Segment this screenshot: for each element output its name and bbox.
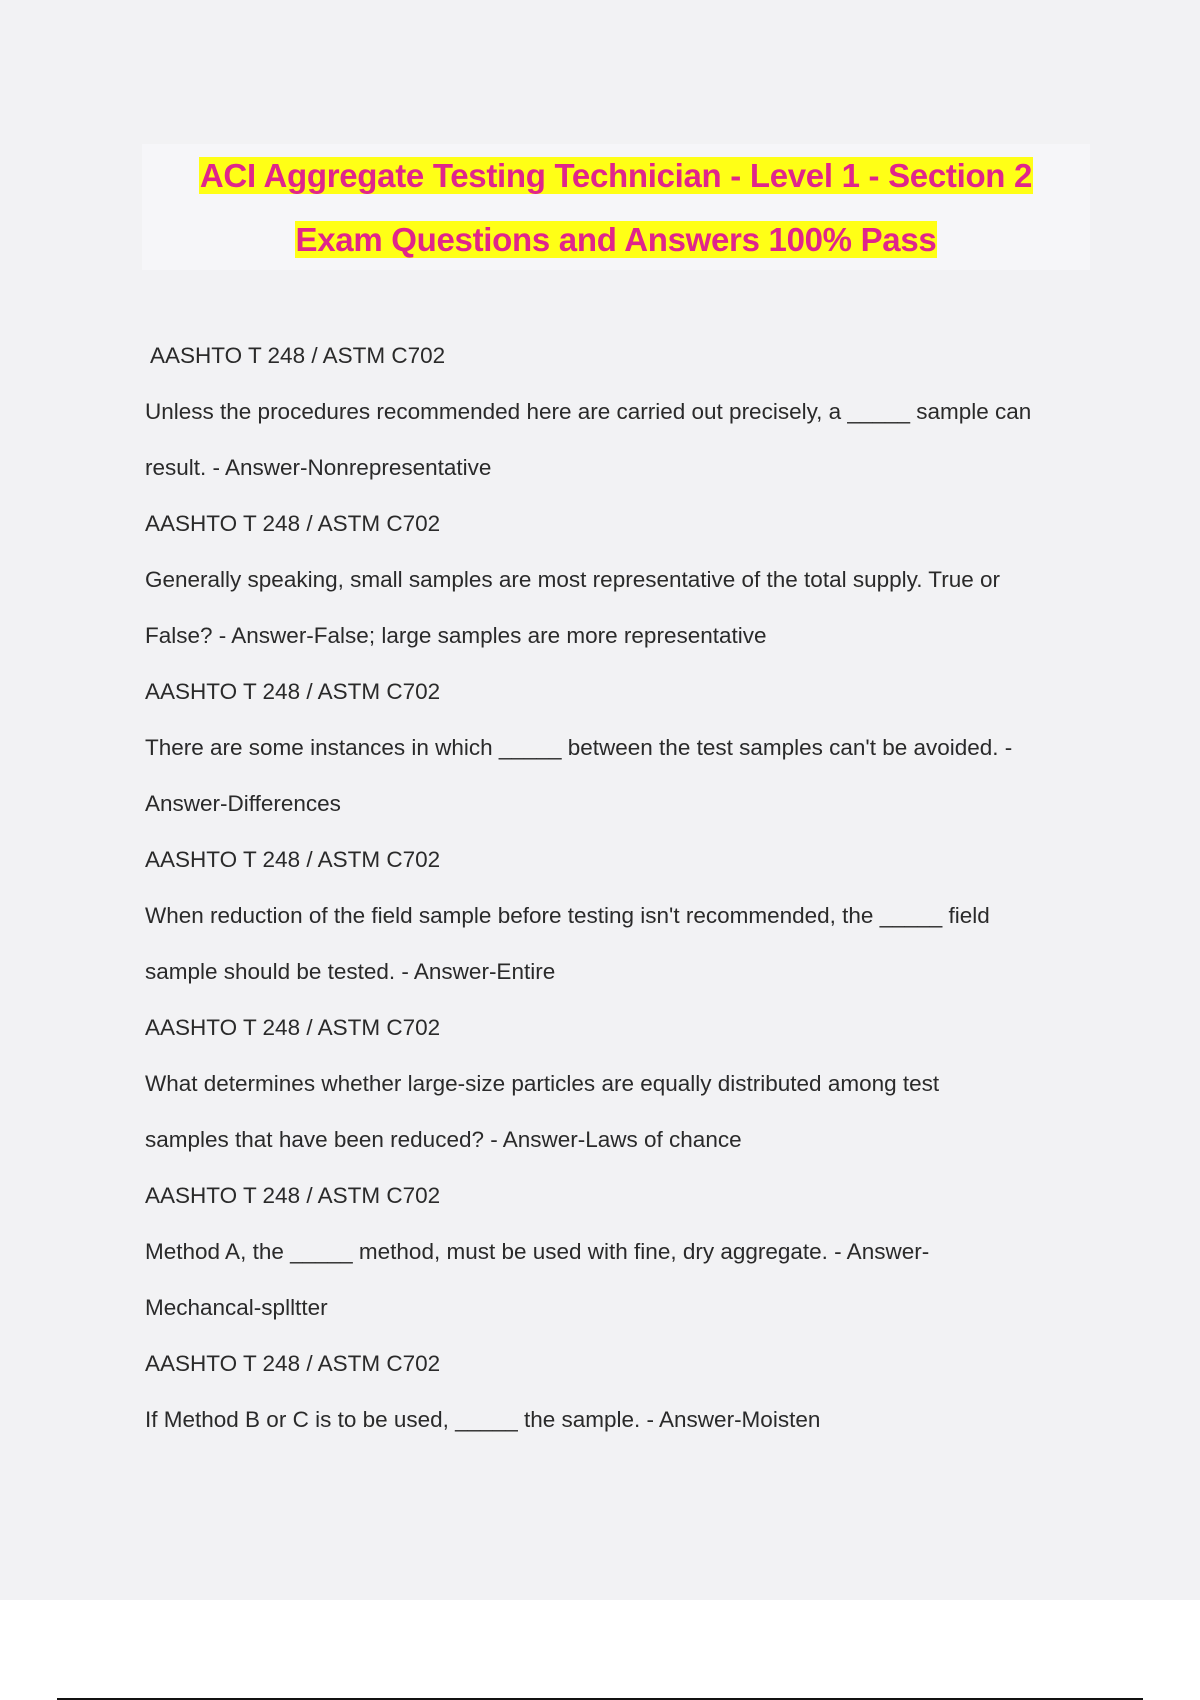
title-line-1	[142, 144, 1090, 208]
qa-line: When reduction of the field sample before testing isn't recommended, the _____ field	[145, 903, 990, 928]
qa-item	[145, 1168, 1095, 1336]
section-heading: AASHTO T 248 / ASTM C702	[150, 343, 446, 368]
section-heading: AASHTO T 248 / ASTM C702	[145, 511, 441, 536]
qa-text	[145, 888, 1095, 1000]
qa-item	[145, 1336, 1095, 1448]
qa-line: sample should be tested. - Answer-Entire	[145, 959, 556, 984]
qa-text	[145, 384, 1095, 496]
qa-line: samples that have been reduced? - Answer-Laws of chance	[145, 1127, 742, 1152]
qa-line: result. - Answer-Nonrepresentative	[145, 455, 492, 480]
qa-text	[145, 552, 1095, 664]
qa-line: Generally speaking, small samples are most representative of the total supply. True or	[145, 567, 1000, 592]
title-line-1-text: ACI Aggregate Testing Technician - Level 1 - Section 2	[199, 157, 1033, 194]
qa-content	[145, 328, 1095, 1448]
qa-line: Answer-Differences	[145, 791, 341, 816]
qa-text	[145, 1224, 1095, 1336]
qa-item	[145, 496, 1095, 664]
qa-text	[145, 720, 1095, 832]
qa-line: False? - Answer-False; large samples are more representative	[145, 623, 767, 648]
title-line-2-text: Exam Questions and Answers 100% Pass	[295, 221, 937, 258]
section-heading: AASHTO T 248 / ASTM C702	[145, 1351, 441, 1376]
qa-item	[145, 384, 1095, 496]
section-heading: AASHTO T 248 / ASTM C702	[145, 679, 441, 704]
qa-line: What determines whether large-size particles are equally distributed among test	[145, 1071, 940, 1096]
qa-item	[145, 664, 1095, 832]
qa-item	[145, 832, 1095, 1000]
qa-line: There are some instances in which _____ between the test samples can't be avoided. -	[145, 735, 1013, 760]
section-heading: AASHTO T 248 / ASTM C702	[145, 847, 441, 872]
qa-line: Mechancal-splltter	[145, 1295, 328, 1320]
qa-text	[145, 1392, 1095, 1448]
section-heading: AASHTO T 248 / ASTM C702	[145, 1015, 441, 1040]
section-heading: AASHTO T 248 / ASTM C702	[145, 1183, 441, 1208]
qa-line: If Method B or C is to be used, _____ the sample. - Answer-Moisten	[145, 1407, 821, 1432]
qa-line: Method A, the _____ method, must be used with fine, dry aggregate. - Answer-	[145, 1239, 930, 1264]
qa-text	[145, 1056, 1095, 1168]
qa-item	[145, 1000, 1095, 1168]
qa-line: Unless the procedures recommended here are carried out precisely, a _____ sample can	[145, 399, 1032, 424]
document-title	[142, 144, 1090, 270]
title-line-2	[142, 208, 1090, 272]
